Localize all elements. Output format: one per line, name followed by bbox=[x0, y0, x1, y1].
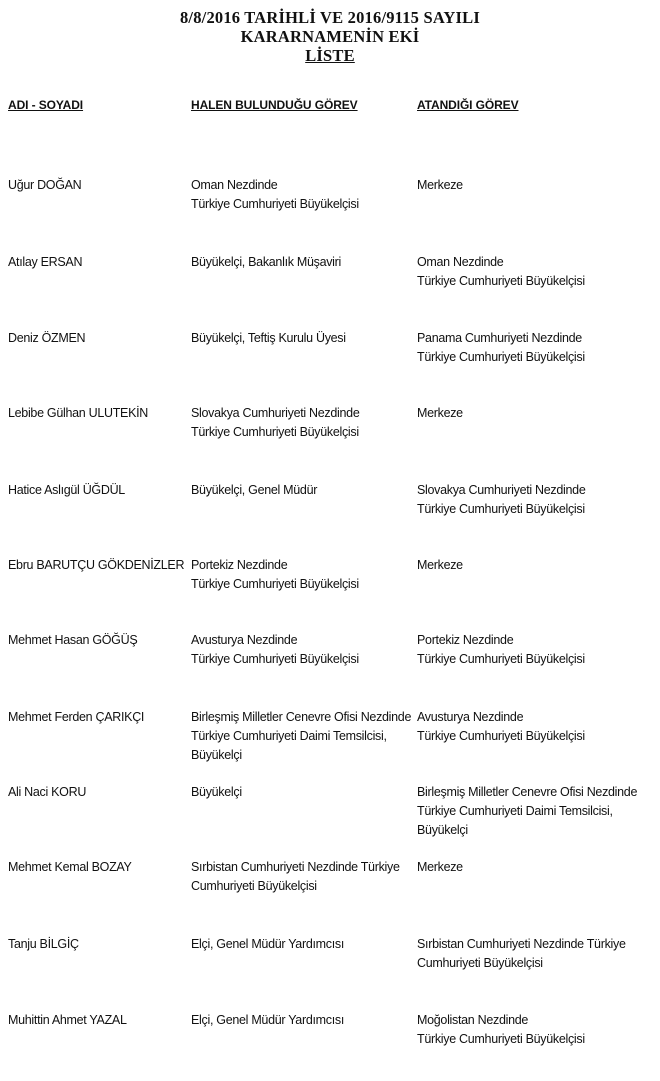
column-header-current-post: HALEN BULUNDUĞU GÖREV bbox=[191, 98, 358, 112]
assigned-post: Panama Cumhuriyeti Nezdinde Türkiye Cumhuriyeti Büyükelçisi bbox=[417, 331, 585, 364]
table-row bbox=[0, 481, 660, 551]
table-row bbox=[0, 858, 660, 928]
table-row bbox=[0, 708, 660, 778]
current-post: Büyükelçi bbox=[191, 785, 242, 799]
current-post: Büyükelçi, Genel Müdür bbox=[191, 483, 318, 497]
assigned-post: Merkeze bbox=[417, 406, 463, 420]
document-header bbox=[0, 8, 660, 65]
table-row bbox=[0, 176, 660, 246]
table-row bbox=[0, 783, 660, 853]
person-name: Mehmet Hasan GÖĞÜŞ bbox=[8, 633, 138, 647]
current-post: Birleşmiş Milletler Cenevre Ofisi Nezdinde Türkiye Cumhuriyeti Daimi Temsilcisi, Büyükelçi bbox=[191, 710, 412, 762]
person-name: Mehmet Kemal BOZAY bbox=[8, 860, 132, 874]
assigned-post: Portekiz Nezdinde Türkiye Cumhuriyeti Büyükelçisi bbox=[417, 633, 585, 666]
assigned-post: Merkeze bbox=[417, 558, 463, 572]
assigned-post: Avusturya Nezdinde Türkiye Cumhuriyeti Büyükelçisi bbox=[417, 710, 585, 743]
assigned-post: Sırbistan Cumhuriyeti Nezdinde Türkiye Cumhuriyeti Büyükelçisi bbox=[417, 937, 626, 970]
column-header-assigned-post: ATANDIĞI GÖREV bbox=[417, 98, 519, 112]
person-name: Ebru BARUTÇU GÖKDENİZLER bbox=[8, 558, 185, 572]
table-row bbox=[0, 253, 660, 323]
table-row bbox=[0, 404, 660, 474]
current-post: Avusturya Nezdinde Türkiye Cumhuriyeti Büyükelçisi bbox=[191, 633, 359, 666]
current-post: Büyükelçi, Bakanlık Müşaviri bbox=[191, 255, 341, 269]
person-name: Atılay ERSAN bbox=[8, 255, 83, 269]
person-name: Muhittin Ahmet YAZAL bbox=[8, 1013, 127, 1027]
table-row bbox=[0, 935, 660, 1005]
current-post: Oman Nezdinde Türkiye Cumhuriyeti Büyükelçisi bbox=[191, 178, 359, 211]
table-row bbox=[0, 329, 660, 399]
assigned-post: Birleşmiş Milletler Cenevre Ofisi Nezdinde Türkiye Cumhuriyeti Daimi Temsilcisi, Büyükelçi bbox=[417, 785, 638, 837]
header-line-annex: KARARNAMENİN EKİ bbox=[240, 27, 420, 46]
assigned-post: Slovakya Cumhuriyeti Nezdinde Türkiye Cumhuriyeti Büyükelçisi bbox=[417, 483, 586, 516]
current-post: Elçi, Genel Müdür Yardımcısı bbox=[191, 937, 345, 951]
current-post: Elçi, Genel Müdür Yardımcısı bbox=[191, 1013, 345, 1027]
current-post: Slovakya Cumhuriyeti Nezdinde Türkiye Cumhuriyeti Büyükelçisi bbox=[191, 406, 360, 439]
table-row bbox=[0, 631, 660, 701]
person-name: Mehmet Ferden ÇARIKÇI bbox=[8, 710, 145, 724]
header-line-decree: 8/8/2016 TARİHLİ VE 2016/9115 SAYILI bbox=[179, 8, 480, 27]
person-name: Hatice Aslıgül ÜĞDÜL bbox=[8, 483, 125, 497]
assigned-post: Oman Nezdinde Türkiye Cumhuriyeti Büyükelçisi bbox=[417, 255, 585, 288]
person-name: Tanju BİLGİÇ bbox=[8, 937, 79, 951]
assigned-post: Moğolistan Nezdinde Türkiye Cumhuriyeti Büyükelçisi bbox=[417, 1013, 585, 1046]
current-post: Portekiz Nezdinde Türkiye Cumhuriyeti Büyükelçisi bbox=[191, 558, 359, 591]
person-name: Lebibe Gülhan ULUTEKİN bbox=[8, 406, 149, 420]
column-header-name: ADI - SOYADI bbox=[8, 98, 84, 112]
header-line-list: LİSTE bbox=[305, 46, 355, 65]
table-row bbox=[0, 556, 660, 626]
assigned-post: Merkeze bbox=[417, 178, 463, 192]
assigned-post: Merkeze bbox=[417, 860, 463, 874]
current-post: Büyükelçi, Teftiş Kurulu Üyesi bbox=[191, 331, 346, 345]
person-name: Deniz ÖZMEN bbox=[8, 331, 86, 345]
person-name: Uğur DOĞAN bbox=[8, 178, 82, 192]
person-name: Ali Naci KORU bbox=[8, 785, 87, 799]
current-post: Sırbistan Cumhuriyeti Nezdinde Türkiye Cumhuriyeti Büyükelçisi bbox=[191, 860, 400, 893]
table-row bbox=[0, 1011, 660, 1081]
